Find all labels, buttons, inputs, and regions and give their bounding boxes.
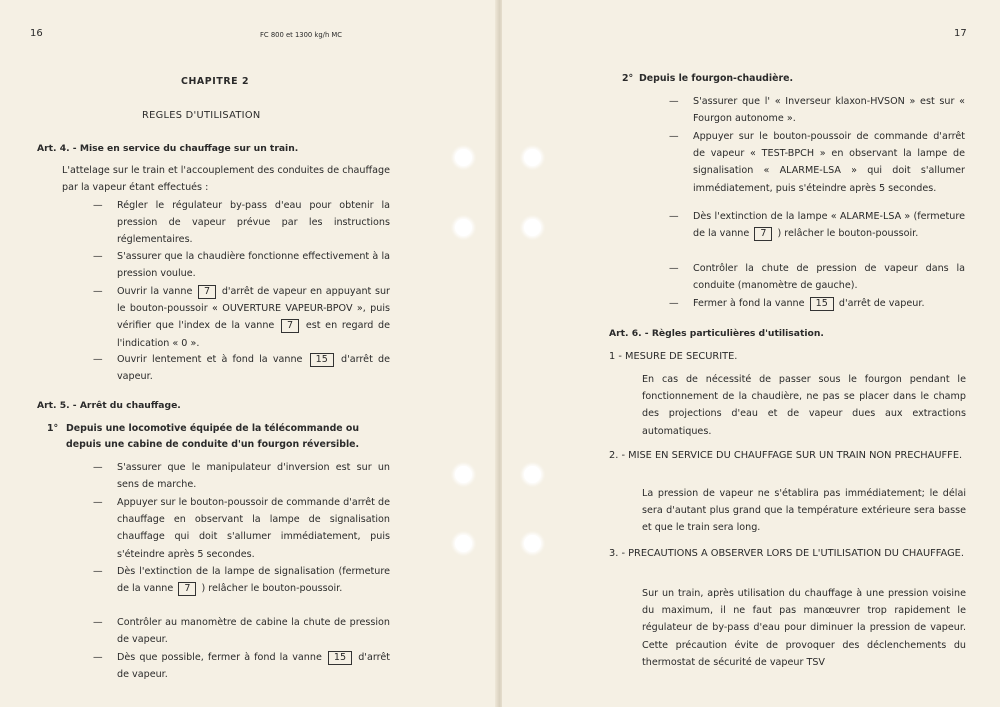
- page-number: 17: [954, 28, 967, 39]
- subsection-title: Depuis une locomotive équipée de la télécommande ou depuis une cabine de conduite d'un fourgon réversible.: [66, 423, 360, 450]
- section-body: La pression de vapeur ne s'établira pas immédiatement; le délai sera d'autant plus grand que la température extérieure sera basse et que le train sera long.: [642, 488, 966, 534]
- valve-number-box: 15: [328, 651, 352, 665]
- binder-hole: [455, 535, 472, 552]
- subsection-title: Depuis le fourgon-chaudière.: [639, 73, 794, 84]
- list-item: — Ouvrir la vanne 7 d'arrêt de vapeur en appuyant sur le bouton-poussoir « OUVERTURE VAPEUR-BPOV », puis vérifier que l'index de la vanne 7 est en regard de l'indication « 0 ».: [93, 286, 391, 349]
- section-heading: 2. - MISE EN SERVICE DU CHAUFFAGE SUR UN TRAIN NON PRECHAUFFE.: [609, 450, 963, 461]
- list-item: — Appuyer sur le bouton-poussoir de commande d'arrêt de chauffage en observant la lampe de signalisation chauffage qui doit s'allumer immédiatement, puis s'éteindre après 5 secondes.: [93, 497, 390, 560]
- list-item: — Dès l'extinction de la lampe de signalisation (fermeture de la vanne 7 ) relâcher le bouton-poussoir.: [93, 566, 390, 595]
- list-item: — Dès que possible, fermer à fond la vanne 15 d'arrêt de vapeur.: [93, 652, 390, 681]
- valve-number-box: 15: [810, 297, 834, 311]
- article-6-title: Art. 6. - Règles particulières d'utilisation.: [609, 328, 824, 339]
- section-heading: 3. - PRECAUTIONS A OBSERVER LORS DE L'UTILISATION DU CHAUFFAGE.: [609, 548, 964, 559]
- list-item: — S'assurer que la chaudière fonctionne effectivement à la pression voulue.: [93, 251, 390, 280]
- list-item: — Contrôler au manomètre de cabine la chute de pression de vapeur.: [93, 617, 390, 646]
- article-5-title: Art. 5. - Arrêt du chauffage.: [37, 400, 181, 411]
- section-body: Sur un train, après utilisation du chauffage à une pression voisine du maximum, il ne faut pas manœuvrer trop rapidement le régulateur de by-pass d'eau pour diminuer la pression de vapeur. Cette précaution évite de provoquer des déclenchements du thermostat de sécurité de vapeur TSV: [642, 588, 966, 668]
- list-item: — Contrôler la chute de pression de vapeur dans la conduite (manomètre de gauche).: [669, 263, 965, 292]
- section-heading: 1 - MESURE DE SECURITE.: [609, 351, 738, 362]
- binder-hole: [524, 466, 541, 483]
- valve-number-box: 7: [198, 285, 216, 299]
- binder-hole: [524, 149, 541, 166]
- valve-number-box: 15: [310, 353, 334, 367]
- valve-number-box: 7: [178, 582, 196, 596]
- chapter-title: CHAPITRE 2: [181, 76, 250, 87]
- right-page: [502, 0, 1000, 707]
- valve-number-box: 7: [754, 227, 772, 241]
- list-item: — Dès l'extinction de la lampe « ALARME-LSA » (fermeture de la vanne 7 ) relâcher le bouton-poussoir.: [669, 211, 965, 240]
- section-title: REGLES D'UTILISATION: [142, 110, 261, 121]
- article-4-title: Art. 4. - Mise en service du chauffage sur un train.: [37, 143, 299, 154]
- list-item: — S'assurer que le manipulateur d'inversion est sur un sens de marche.: [93, 462, 390, 491]
- subsection-number: 1°: [47, 423, 59, 434]
- list-item: — Ouvrir lentement et à fond la vanne 15 d'arrêt de vapeur.: [93, 354, 390, 383]
- list-item: — Appuyer sur le bouton-poussoir de commande d'arrêt de vapeur « TEST-BPCH » en observant la lampe de signalisation « ALARME-LSA » qui doit s'allumer immédiatement, puis s'éteindre après 5 secondes.: [669, 131, 965, 194]
- binder-hole: [524, 219, 541, 236]
- article-4-intro: L'attelage sur le train et l'accouplement des conduites de chauffage par la vapeur étant effectués :: [62, 165, 390, 194]
- page-number: 16: [30, 28, 43, 39]
- binder-hole: [455, 219, 472, 236]
- list-item: — S'assurer que l' « Inverseur klaxon-HVSON » est sur « Fourgon autonome ».: [669, 96, 965, 125]
- running-header: FC 800 et 1300 kg/h MC: [260, 31, 343, 39]
- left-page: [0, 0, 497, 707]
- list-item: — Fermer à fond la vanne 15 d'arrêt de vapeur.: [669, 298, 925, 309]
- subsection-number: 2°: [622, 73, 634, 84]
- section-body: En cas de nécessité de passer sous le fourgon pendant le fonctionnement de la chaudière, ne pas se placer dans le champ des projections d'eau et de vapeur dues aux extractions automatiques.: [642, 374, 966, 437]
- binder-hole: [524, 535, 541, 552]
- binder-hole: [455, 149, 472, 166]
- binder-hole: [455, 466, 472, 483]
- list-item: — Régler le régulateur by-pass d'eau pour obtenir la pression de vapeur prévue par les instructions réglementaires.: [93, 200, 390, 246]
- valve-number-box: 7: [281, 319, 299, 333]
